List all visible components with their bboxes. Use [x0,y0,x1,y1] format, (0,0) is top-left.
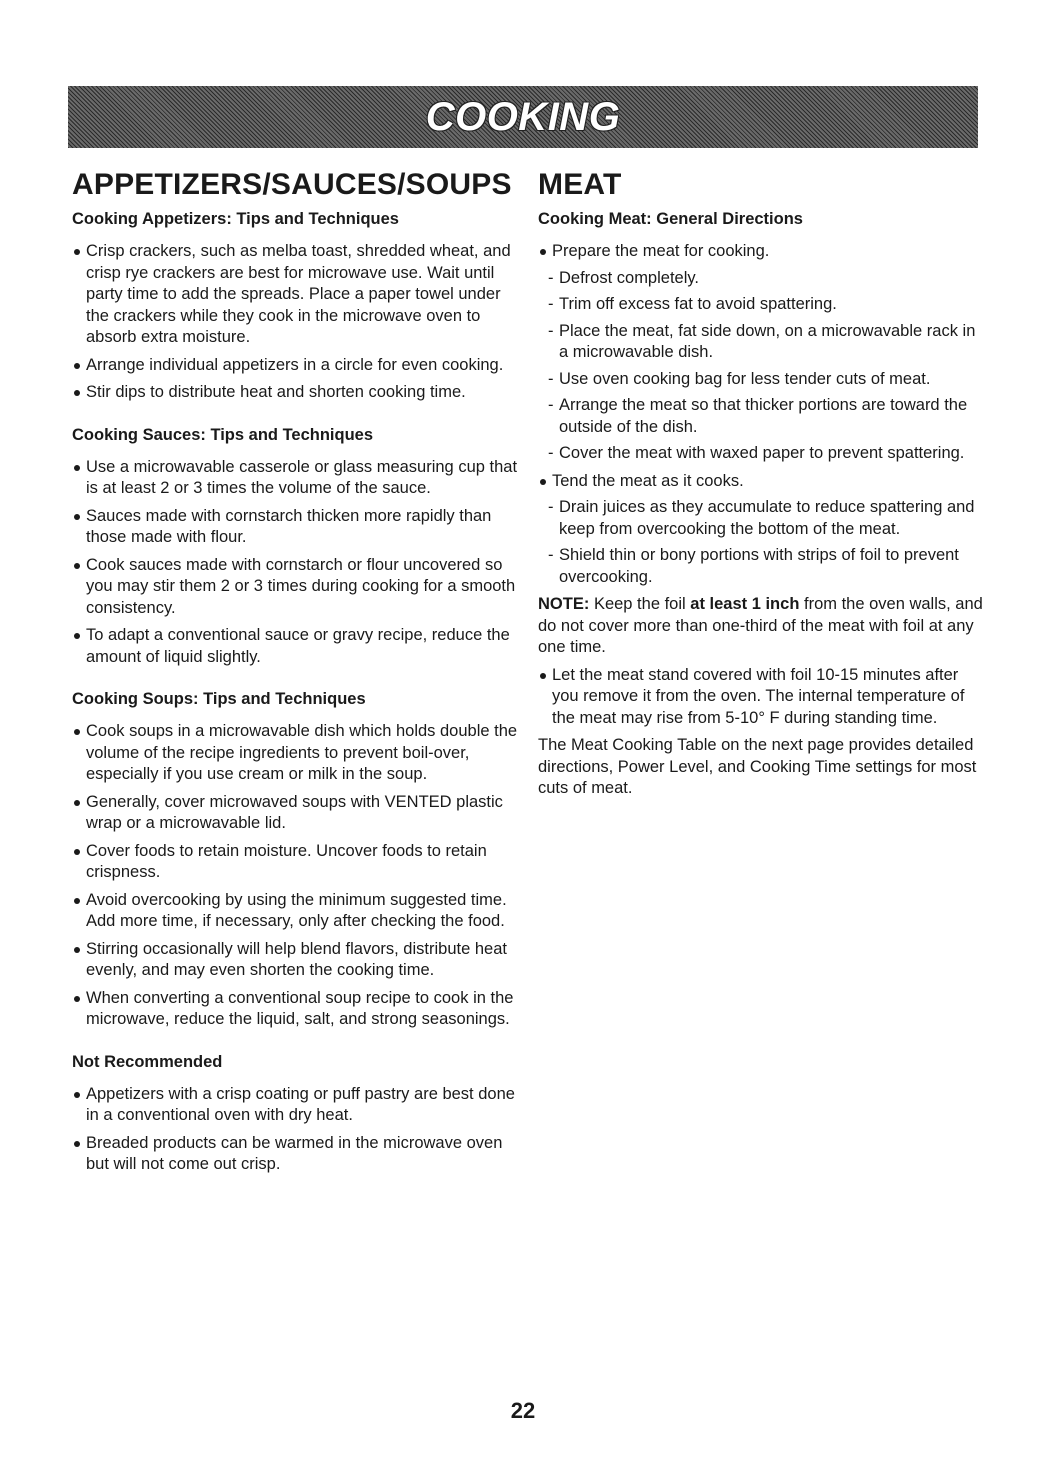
banner-title: COOKING [425,94,621,139]
note-text-1: Keep the foil [593,595,686,613]
list-item: - Drain juices as they accumulate to reduce spattering and keep from overcooking the bottom of the meat. [538,497,986,540]
list-item: - Shield thin or bony portions with strips of foil to prevent overcooking. [538,545,986,588]
prepare-steps-list [538,268,986,465]
list-item: - Use oven cooking bag for less tender cuts of meat. [538,369,986,391]
list-item: Cover foods to retain moisture. Uncover foods to retain crispness. [72,841,520,884]
list-item: Avoid overcooking by using the minimum suggested time. Add more time, if necessary, only after checking the food. [72,890,520,933]
soup-tips-list [72,721,520,1031]
subheading-soups: Cooking Soups: Tips and Techniques [72,690,366,708]
list-item: Breaded products can be warmed in the microwave oven but will not come out crisp. [72,1133,520,1176]
list-item: Arrange individual appetizers in a circle for even cooking. [72,355,520,377]
closing-paragraph: The Meat Cooking Table on the next page provides detailed directions, Power Level, and Cooking Time settings for most cuts of meat. [538,736,977,797]
list-item: Stirring occasionally will help blend flavors, distribute heat evenly, and may even shorten the cooking time. [72,939,520,982]
tend-steps-list [538,497,986,588]
tend-text: Tend the meat as it cooks. [552,471,744,490]
standing-list [538,665,986,730]
page-number: 22 [510,1398,536,1423]
foil-note [538,594,986,659]
subheading-not-recommended: Not Recommended [72,1052,223,1071]
left-column [72,168,520,1182]
note-label: NOTE: [538,595,590,613]
list-item: Let the meat stand covered with foil 10-15 minutes after you remove it from the oven. The internal temperature of the meat may rise from 5-10° F during standing time. [538,665,986,730]
list-item-prepare [538,241,986,465]
list-item: Appetizers with a crisp coating or puff pastry are best done in a conventional oven with dry heat. [72,1084,520,1127]
meat-directions-list [538,241,986,588]
sauce-tips-list [72,457,520,669]
subheading-sauces: Cooking Sauces: Tips and Techniques [72,425,374,444]
section-title-appetizers: APPETIZERS/SAUCES/SOUPS [72,168,512,201]
appetizer-tips-list [72,241,520,404]
subheading-meat-directions: Cooking Meat: General Directions [538,210,803,228]
list-item: - Cover the meat with waxed paper to prevent spattering. [538,443,986,465]
right-column [538,168,986,800]
subheading-appetizers: Cooking Appetizers: Tips and Techniques [72,210,399,228]
prepare-text: Prepare the meat for cooking. [552,242,770,260]
list-item: - Defrost completely. [538,268,986,290]
list-item-tend [538,471,986,589]
list-item: Cook sauces made with cornstarch or flour uncovered so you may stir them 2 or 3 times during cooking for a smooth consistency. [72,555,520,620]
list-item: - Trim off excess fat to avoid spattering. [538,294,986,316]
list-item: Use a microwavable casserole or glass measuring cup that is at least 2 or 3 times the volume of the sauce. [72,457,520,500]
note-text-2: from the oven walls, and do not cover more than one-third of the meat with foil at any one time. [538,595,983,656]
not-recommended-list [72,1084,520,1176]
section-title-meat: MEAT [538,168,622,201]
list-item: When converting a conventional soup recipe to cook in the microwave, reduce the liquid, salt, and strong seasonings. [72,988,520,1031]
note-bold: at least 1 inch [690,595,800,613]
list-item: Generally, cover microwaved soups with VENTED plastic wrap or a microwavable lid. [72,792,520,835]
list-item: Crisp crackers, such as melba toast, shredded wheat, and crisp rye crackers are best for microwave use. Wait until party time to add the spreads. Place a paper towel under the crackers while they cook in the microwave oven to absorb extra moisture. [72,241,520,349]
list-item: Stir dips to distribute heat and shorten cooking time. [72,382,520,404]
list-item: To adapt a conventional sauce or gravy recipe, reduce the amount of liquid slightly. [72,625,520,668]
list-item: - Arrange the meat so that thicker portions are toward the outside of the dish. [538,395,986,438]
list-item: Sauces made with cornstarch thicken more rapidly than those made with flour. [72,506,520,549]
list-item: - Place the meat, fat side down, on a microwavable rack in a microwavable dish. [538,321,986,364]
list-item: Cook soups in a microwavable dish which holds double the volume of the recipe ingredients to prevent boil-over, especially if you use cream or milk in the soup. [72,721,520,786]
header-banner [68,86,978,148]
